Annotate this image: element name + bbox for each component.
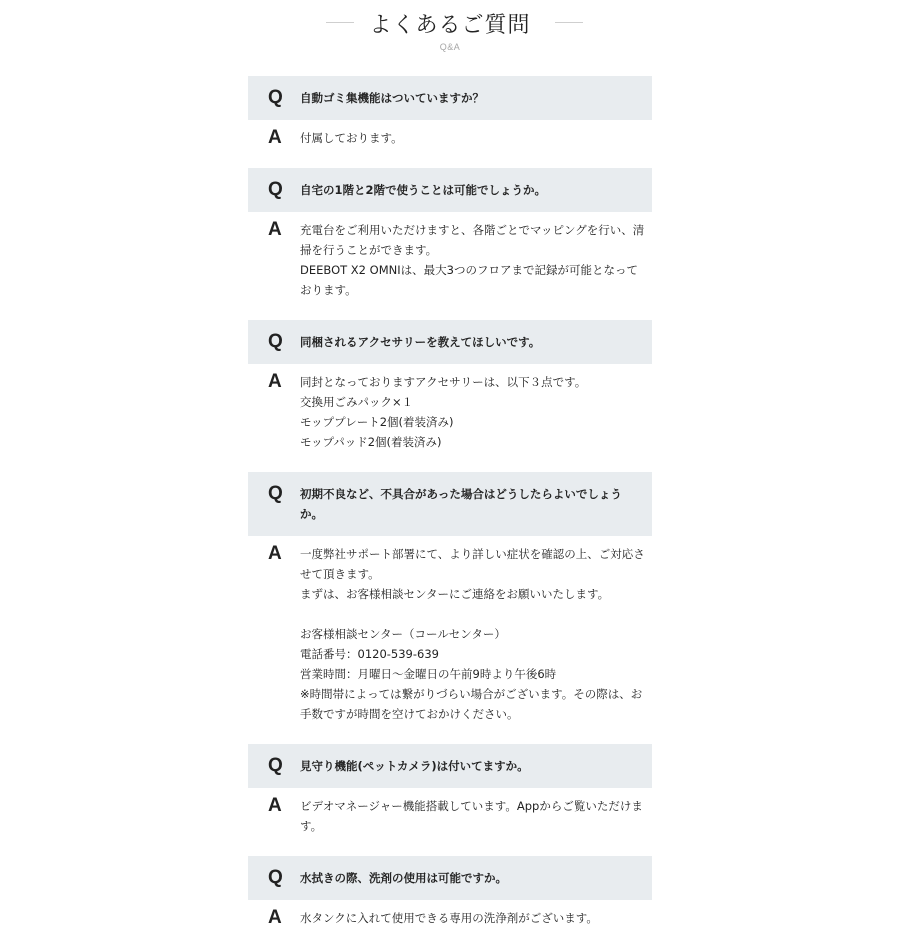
faq-question — [248, 856, 652, 900]
faq-answer-line: 電話番号：0120-539-639 — [300, 647, 439, 661]
faq-answer-line: 水タンクに入れて使用できる専用の洗浄剤がございます。 — [300, 911, 598, 925]
faq-answer — [248, 788, 652, 848]
faq-answer-line: まずは、お客様相談センターにご連絡をお願いいたします。 — [300, 587, 610, 601]
faq-answer-spacer — [300, 604, 648, 624]
question-mark-label: Q — [268, 755, 283, 776]
faq-answer — [248, 536, 652, 736]
question-mark-label: Q — [268, 179, 283, 200]
faq-question — [248, 168, 652, 212]
faq-answer — [248, 900, 652, 940]
page-header — [0, 0, 900, 60]
faq-answer-line: 付属しております。 — [300, 131, 403, 145]
faq-answer — [248, 364, 652, 464]
question-mark-label: Q — [268, 331, 283, 352]
faq-answer-line: 同封となっておりますアクセサリーは、以下３点です。 — [300, 375, 587, 389]
answer-mark-label: A — [268, 127, 282, 148]
answer-mark-label: A — [268, 371, 282, 392]
faq-answer-line: 交換用ごみパック×１ — [300, 395, 414, 409]
faq-question — [248, 320, 652, 364]
faq-answer-line: DEEBOT X2 OMNIは、最大3つのフロアまで記録が可能となっております。 — [300, 263, 638, 297]
faq-answer-line: 一度弊社サポート部署にて、より詳しい症状を確認の上、ご対応させて頂きます。 — [300, 547, 645, 581]
faq-question-text: 同梱されるアクセサリーを教えてほしいです。 — [300, 335, 541, 349]
faq-question-text: 初期不良など、不具合があった場合はどうしたらよいでしょうか。 — [300, 487, 622, 521]
faq-list — [248, 76, 652, 948]
page-subtitle: Q&A — [439, 42, 461, 52]
faq-answer-line: お客様相談センター（コールセンター） — [300, 627, 506, 641]
faq-answer-line: 営業時間：月曜日〜金曜日の午前9時より午後6時 — [300, 667, 557, 681]
faq-answer — [248, 120, 652, 160]
answer-mark-label: A — [268, 907, 282, 928]
question-mark-label: Q — [268, 867, 283, 888]
faq-question-text: 自動ゴミ集機能はついていますか？ — [300, 91, 484, 105]
page-title: よくあるご質問 — [369, 13, 531, 38]
faq-question-text: 水拭きの際、洗剤の使用は可能ですか。 — [300, 871, 507, 885]
faq-question — [248, 76, 652, 120]
faq-answer — [248, 212, 652, 312]
faq-answer-line: モップパッド2個(着装済み) — [300, 435, 442, 449]
faq-answer-line: モッププレート2個(着装済み) — [300, 415, 454, 429]
title-divider-right — [555, 22, 583, 23]
faq-answer-line: ビデオマネージャー機能搭載しています。Appからご覧いただけます。 — [300, 799, 643, 833]
faq-question — [248, 744, 652, 788]
faq-question — [248, 472, 652, 536]
answer-mark-label: A — [268, 219, 282, 240]
faq-question-text: 見守り機能(ペットカメラ)は付いてますか。 — [300, 759, 529, 773]
faq-question-text: 自宅の1階と2階で使うことは可能でしょうか。 — [300, 183, 547, 197]
faq-answer-line: ※時間帯によっては繋がりづらい場合がございます。その際は、お手数ですが時間を空けておかけください。 — [300, 687, 643, 721]
answer-mark-label: A — [268, 795, 282, 816]
question-mark-label: Q — [268, 87, 283, 108]
answer-mark-label: A — [268, 543, 282, 564]
faq-answer-line: 充電台をご利用いただけますと、各階ごとでマッピングを行い、清掃を行うことができます。 — [300, 223, 645, 257]
question-mark-label: Q — [268, 483, 283, 504]
